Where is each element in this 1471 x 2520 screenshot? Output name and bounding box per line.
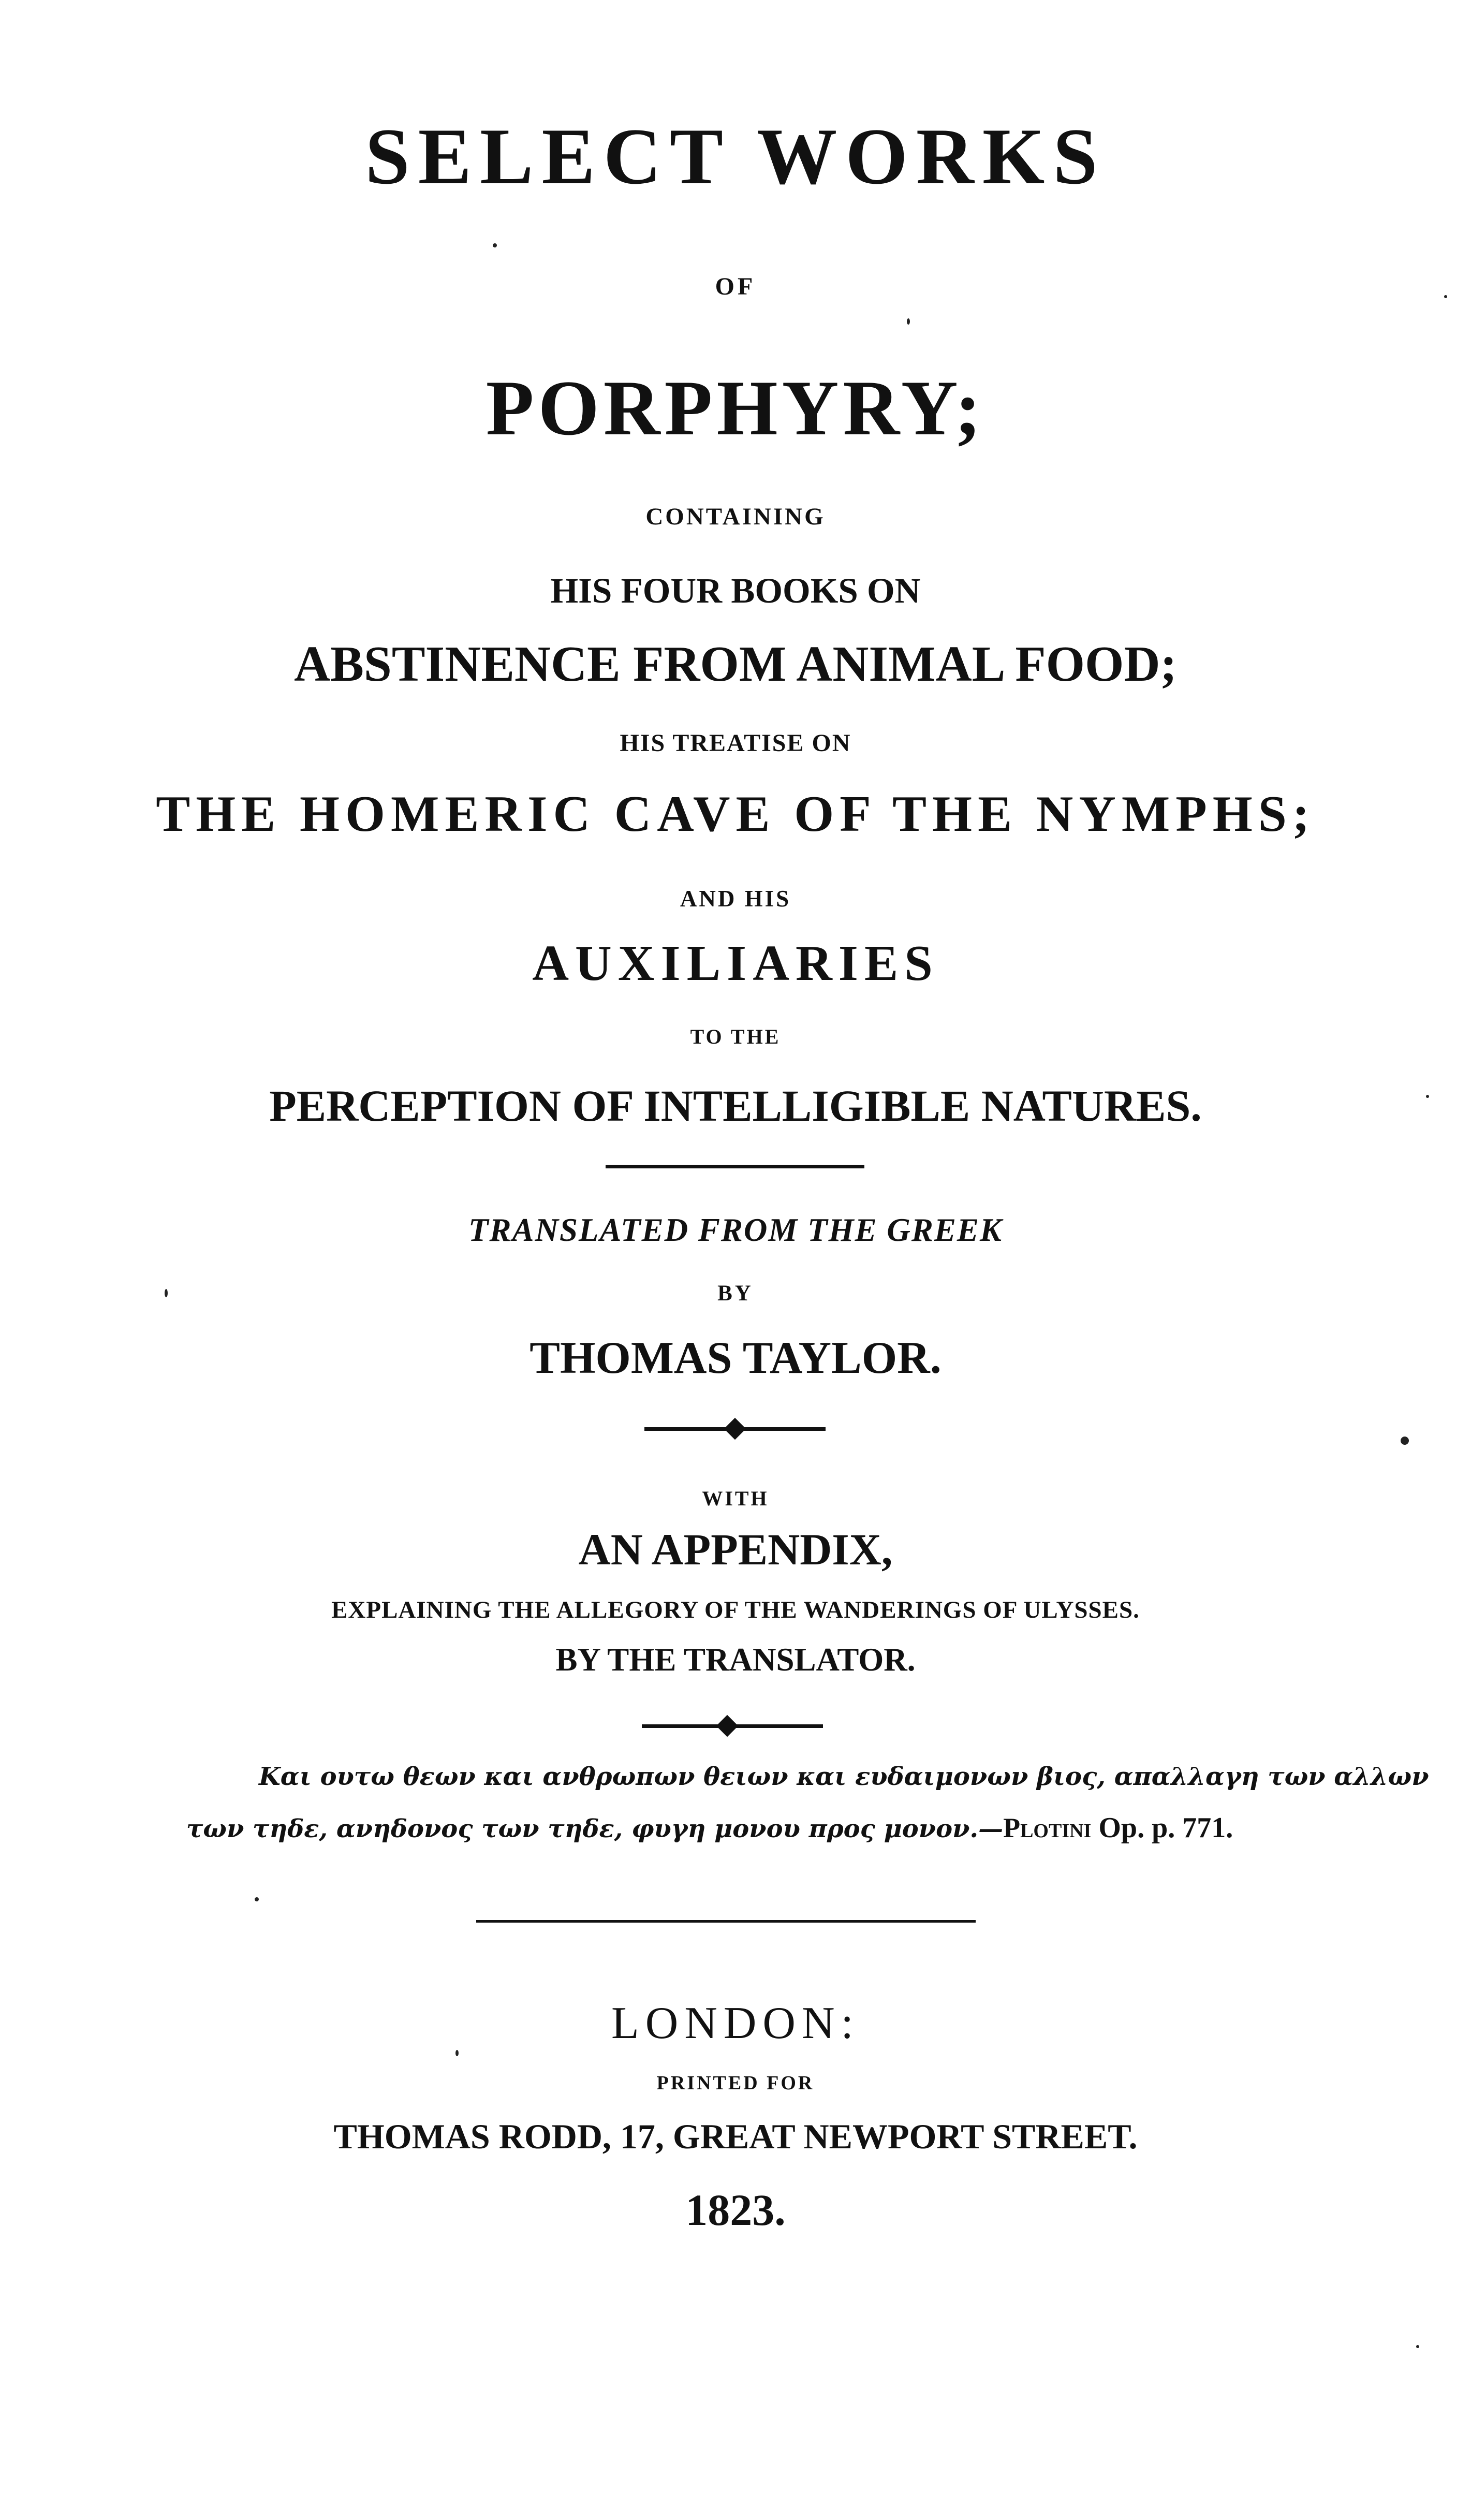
publisher: THOMAS RODD, 17, GREAT NEWPORT STREET.	[333, 2117, 1138, 2156]
printed-for-label: PRINTED FOR	[656, 2072, 815, 2094]
scan-speck	[255, 1897, 259, 1901]
imprint-year: 1823.	[685, 2185, 786, 2235]
ornamental-rule-1	[644, 1427, 826, 1431]
epigraph-text: των τηδε, ανηδονος των τηδε, φυγη μονου προς μονον.—	[186, 1814, 1004, 1843]
item1-title: ABSTINENCE FROM ANIMAL FOOD;	[294, 636, 1177, 692]
item3-intro: AND HIS	[680, 886, 791, 912]
item3-connector: TO THE	[690, 1025, 781, 1048]
scan-speck	[1416, 2345, 1419, 2348]
with-label: WITH	[702, 1487, 769, 1510]
translator-name: THOMAS TAYLOR.	[529, 1333, 942, 1383]
item2-title: THE HOMERIC CAVE OF THE NYMPHS;	[156, 786, 1315, 842]
scan-speck	[455, 2050, 459, 2056]
ornamental-rule-2	[642, 1724, 823, 1728]
imprint-place: LONDON:	[611, 1998, 860, 2048]
appendix-title: AN APPENDIX,	[578, 1525, 893, 1574]
of-label: OF	[715, 273, 756, 300]
item3-subtitle: PERCEPTION OF INTELLIGIBLE NATURES.	[269, 1081, 1202, 1131]
by-label: BY	[717, 1281, 754, 1306]
scan-speck	[907, 318, 910, 325]
translated-from: TRANSLATED FROM THE GREEK	[468, 1212, 1003, 1248]
separator-rule-2	[476, 1920, 976, 1923]
scan-speck	[1444, 295, 1447, 298]
epigraph-line-1: Και ουτω θεων και ανθρωπων θειων και ευδαιμονων βιος, απαλλαγη των αλλων	[259, 1762, 1429, 1791]
appendix-description: EXPLAINING THE ALLEGORY OF THE WANDERINGS OF ULYSSES.	[331, 1596, 1140, 1623]
epigraph-source-name: Plotini	[1003, 1812, 1092, 1843]
book-title: SELECT WORKS	[365, 112, 1106, 201]
epigraph-source-ref: Op. p. 771.	[1091, 1812, 1233, 1844]
item2-intro: HIS TREATISE ON	[620, 729, 851, 757]
author-name: PORPHYRY;	[486, 364, 985, 451]
appendix-by: BY THE TRANSLATOR.	[555, 1642, 916, 1678]
scan-speck	[1426, 1095, 1429, 1098]
item3-title: AUXILIARIES	[532, 935, 939, 991]
containing-label: CONTAINING	[645, 503, 826, 530]
separator-rule-1	[606, 1165, 864, 1168]
scan-speck	[493, 243, 497, 247]
epigraph-line-2	[0, 1813, 1471, 1842]
scan-speck	[165, 1289, 168, 1297]
item1-intro: HIS FOUR BOOKS ON	[550, 571, 921, 610]
scan-speck	[1401, 1437, 1409, 1445]
